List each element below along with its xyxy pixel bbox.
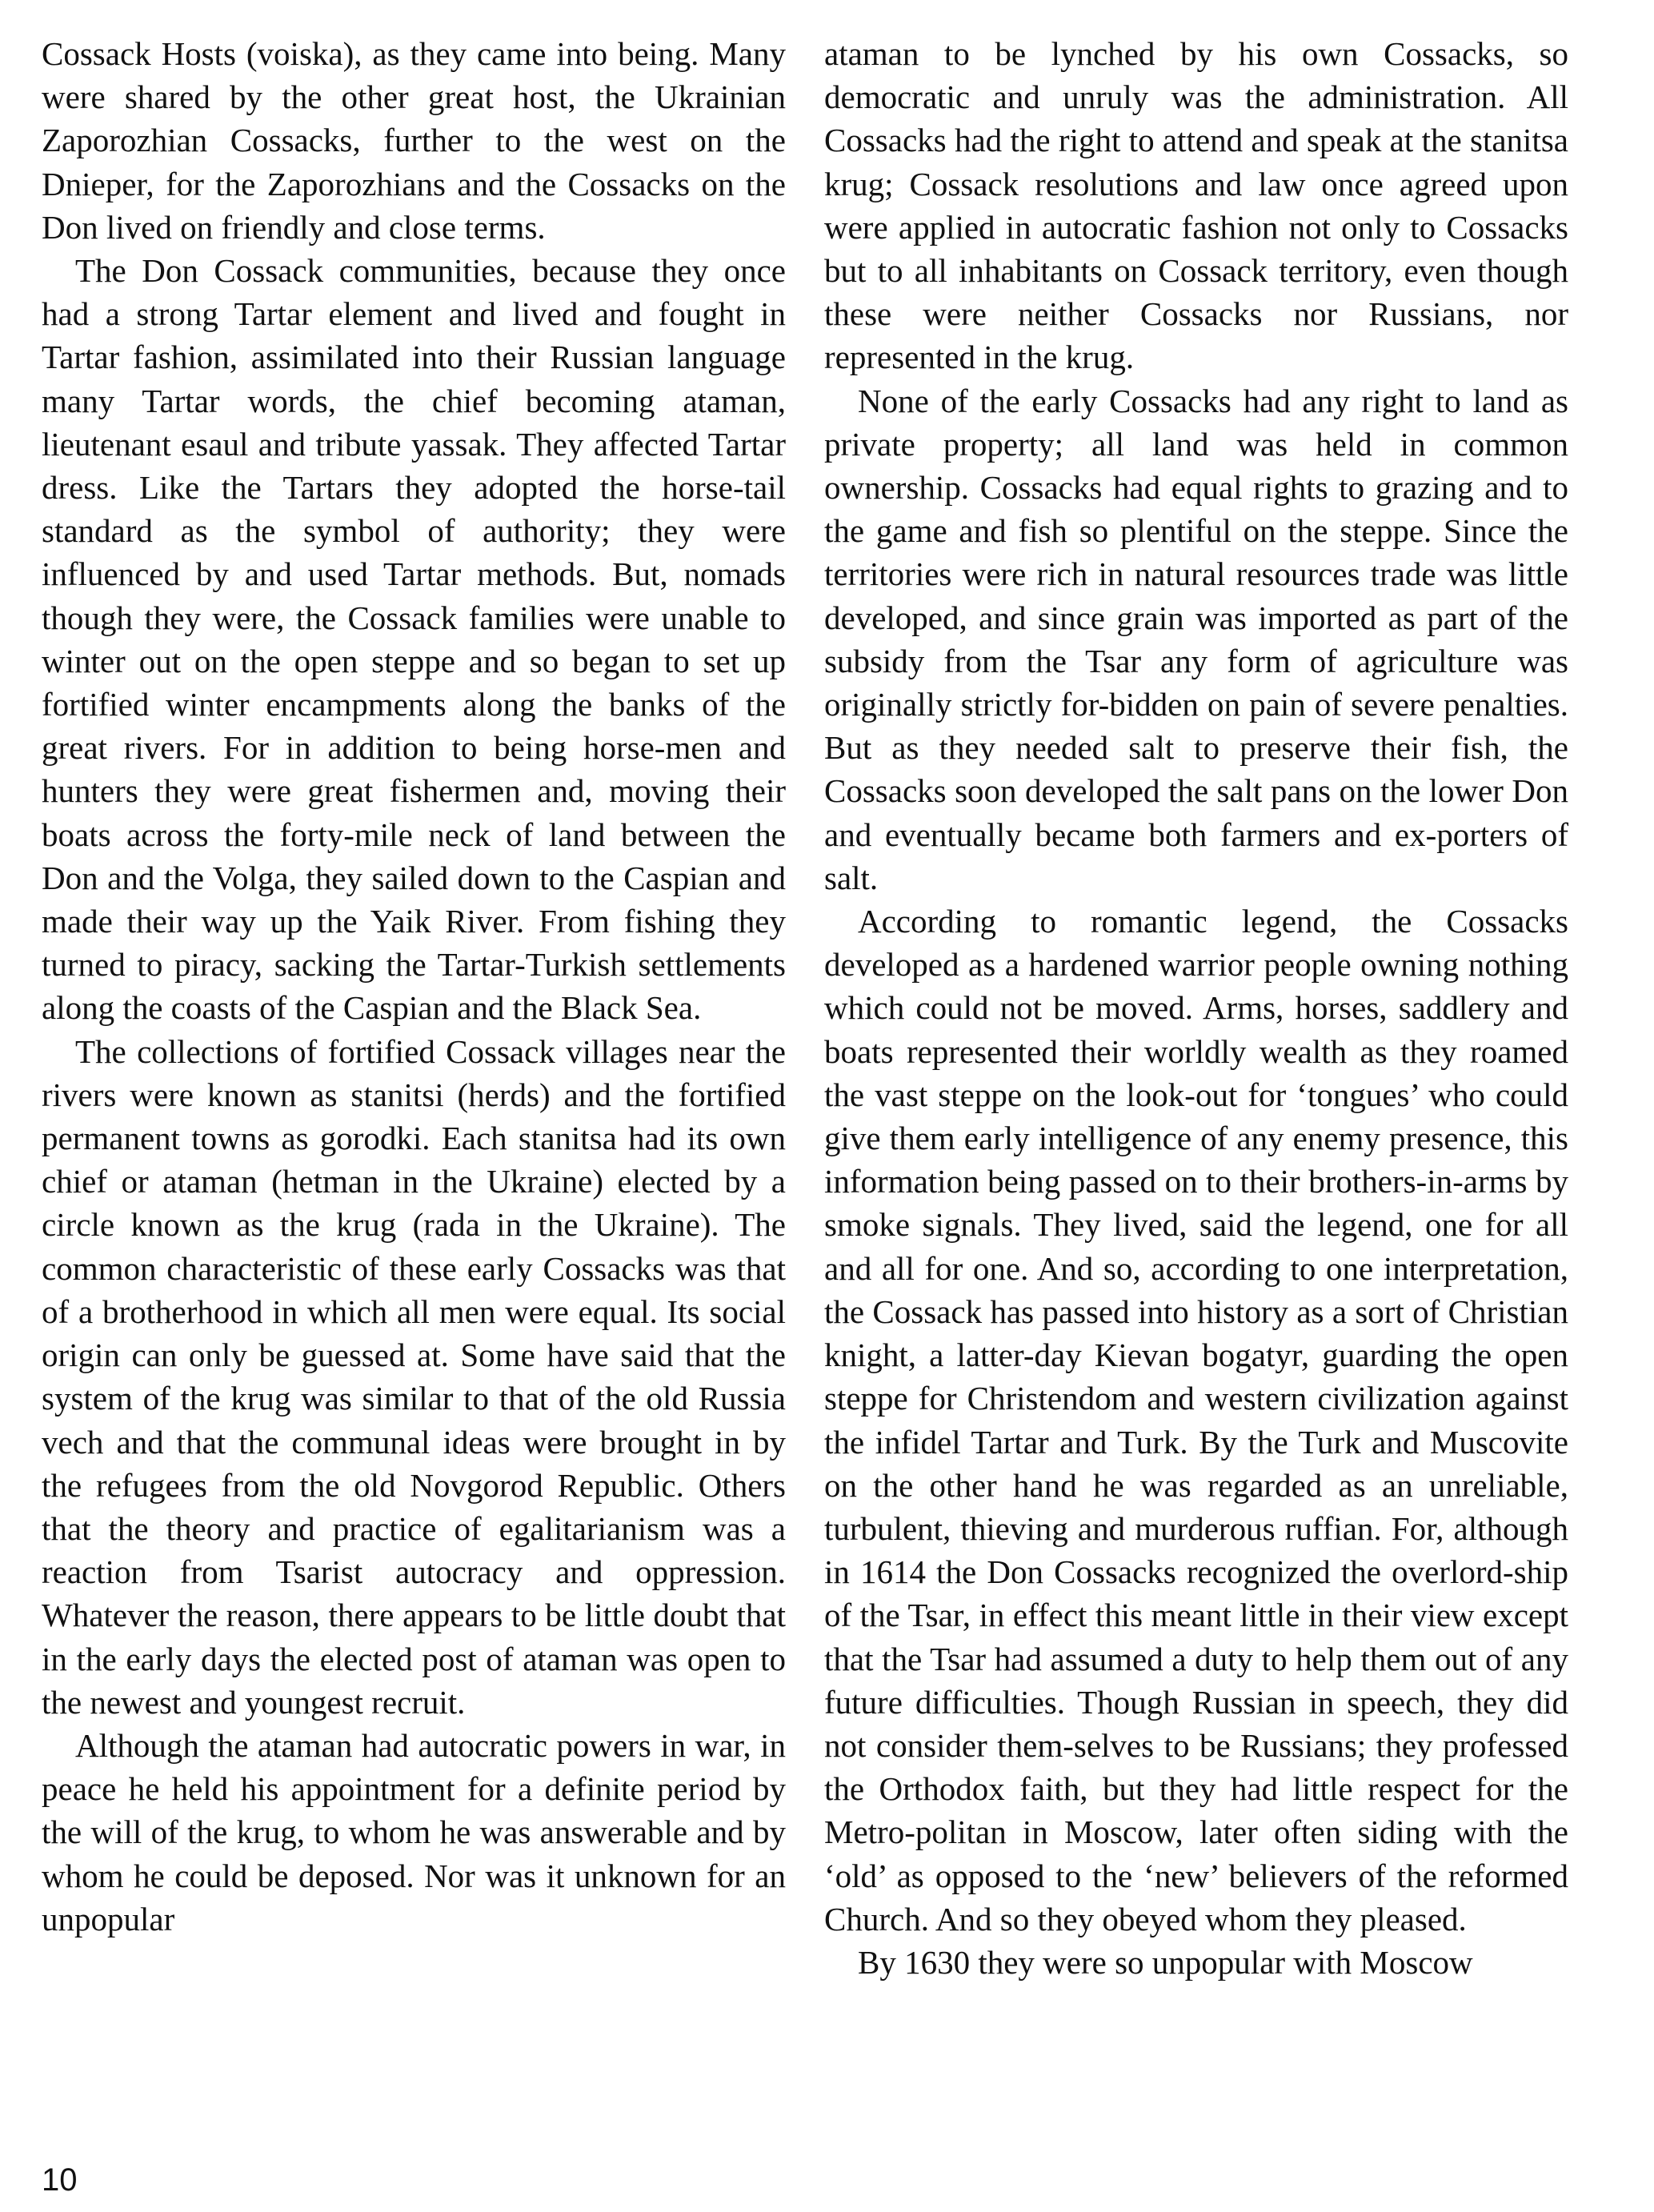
paragraph: The collections of fortified Cossack villages near the rivers were known as stanitsi (herds) and the fortified permanent towns as gorodki. Each stanitsa had its own chief or ataman (hetman in the Ukraine) elected by a circle known as the krug (rada in the Ukraine). The common characteristic of these early Cossacks was that of a brotherhood in which all men were equal. Its social origin can only be guessed at. Some have said that the system of the krug was similar to that of the old Russia vech and that the communal ideas were brought in by the refugees from the old Novgorod Republic. Others that the theory and practice of egalitarianism was a reaction from Tsarist autocracy and oppression. Whatever the reason, there appears to be little doubt that in the early days the elected post of ataman was open to the newest and youngest recruit.	[42, 1032, 786, 1721]
page-number: 10	[42, 2162, 78, 2198]
paragraph: The Don Cossack communities, because they once had a strong Tartar element and lived and fought in Tartar fashion, assimilated into their Russian language many Tartar words, the chief becoming ataman, lieutenant esaul and tribute yassak. They affected Tartar dress. Like the Tartars they adopted the horse-tail standard as the symbol of authority; they were influenced by and used Tartar methods. But, nomads though they were, the Cossack families were unable to winter out on the open steppe and so began to set up fortified winter encampments along the banks of the great rivers. For in addition to being horse-men and hunters they were great fishermen and, moving their boats across the forty-mile neck of land between the Don and the Volga, they sailed down to the Caspian and made their way up the Yaik River. From fishing they turned to piracy, sacking the Tartar-Turkish settlements along the coasts of the Caspian and the Black Sea.	[42, 252, 786, 1027]
paragraph: Cossack Hosts (voiska), as they came into being. Many were shared by the other great host, the Ukrainian Zaporozhian Cossacks, further to the west on the Dnieper, for the Zaporozhians and the Cossacks on the Don lived on friendly and close terms.	[42, 35, 786, 246]
paragraph: Although the ataman had autocratic powers in war, in peace he held his appointment for a definite period by the will of the krug, to whom he was answerable and by whom he could be deposed. Nor was it unknown for an unpopular	[42, 1726, 786, 1938]
paragraph: By 1630 they were so unpopular with Moscow	[858, 1943, 1473, 1981]
paragraph: ataman to be lynched by his own Cossacks, so democratic and unruly was the administration. All Cossacks had the right to attend and speak at the stanitsa krug; Cossack resolutions and law once agreed upon were applied in autocratic fashion not only to Cossacks but to all inhabitants on Cossack territory, even though these were neither Cossacks nor Russians, nor represented in the krug.	[824, 35, 1568, 376]
left-text-column	[42, 32, 786, 1941]
paragraph: According to romantic legend, the Cossacks developed as a hardened warrior people owning nothing which could not be moved. Arms, horses, saddlery and boats represented their worldly wealth as they roamed the vast steppe on the look-out for ‘tongues’ who could give them early intelligence of any enemy presence, this information being passed on to their brothers-in-arms by smoke signals. They lived, said the legend, one for all and all for one. And so, according to one interpretation, the Cossack has passed into history as a sort of Christian knight, a latter-day Kievan bogatyr, guarding the open steppe for Christendom and western civilization against the infidel Tartar and Turk. By the Turk and Muscovite on the other hand he was regarded as an unreliable, turbulent, thieving and murderous ruffian. For, although in 1614 the Don Cossacks recognized the overlord-ship of the Tsar, in effect this meant little in their view except that the Tsar had assumed a duty to help them out of any future difficulties. Though Russian in speech, they did not consider them-selves to be Russians; they professed the Orthodox faith, but they had little respect for the Metro-politan in Moscow, later often siding with the ‘old’ as opposed to the ‘new’ believers of the reformed Church. And so they obeyed whom they pleased.	[824, 903, 1568, 1938]
paragraph: None of the early Cossacks had any right to land as private property; all land was held in common ownership. Cossacks had equal rights to grazing and to the game and fish so plentiful on the steppe. Since the territories were rich in natural resources trade was little developed, and since grain was imported as part of the subsidy from the Tsar any form of agriculture was originally strictly for-bidden on pain of severe penalties. But as they needed salt to preserve their fish, the Cossacks soon developed the salt pans on the lower Don and eventually became both farmers and ex-porters of salt.	[824, 382, 1568, 896]
right-text-column	[824, 32, 1568, 1984]
